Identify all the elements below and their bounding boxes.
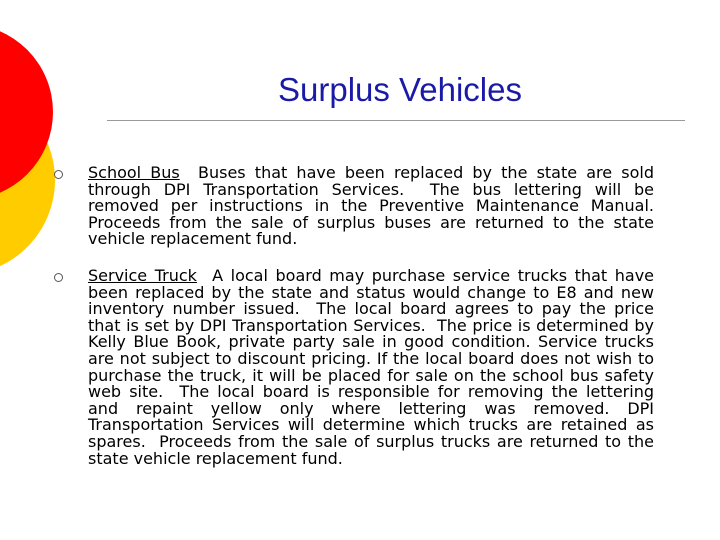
hollow-circle-bullet-icon	[54, 273, 63, 282]
bullet-term-school-bus: School Bus	[88, 163, 180, 182]
bullet-school-bus	[54, 163, 665, 249]
slide-title: Surplus Vehicles	[278, 71, 522, 108]
bullet-service-truck	[54, 265, 660, 468]
bullet-list	[54, 163, 665, 487]
bullet-text-school-bus: Buses that have been replaced by the state are sold through DPI Transportation Services. The bus lettering will be removed per instructions in the Preventive Maintenance Manual. Proceeds from the sale of surplus buses are returned to the state vehicle replacement fund.	[88, 163, 665, 249]
bullet-term-service-truck: Service Truck	[88, 265, 197, 285]
title-divider	[107, 120, 685, 121]
hollow-circle-bullet-icon	[54, 170, 63, 179]
bullet-text-service-truck: A local board may purchase service trucks that have been replaced by the state and status would change to E8 and new inventory number issued. The local board agrees to pay the price that is set by DPI Transportation Services. The price is determined by Kelly Blue Book, private party sale in good condition. Service trucks are not subject to discount pricing. If the local board does not wish to purchase the truck, it will be placed for sale on the school bus safety web site. The local board is responsible for removing the lettering and repaint yellow only where lettering was removed. DPI Transportation Services will determine which trucks are retained as spares. Proceeds from the sale of surplus trucks are returned to the state vehicle replacement fund.	[88, 265, 660, 468]
